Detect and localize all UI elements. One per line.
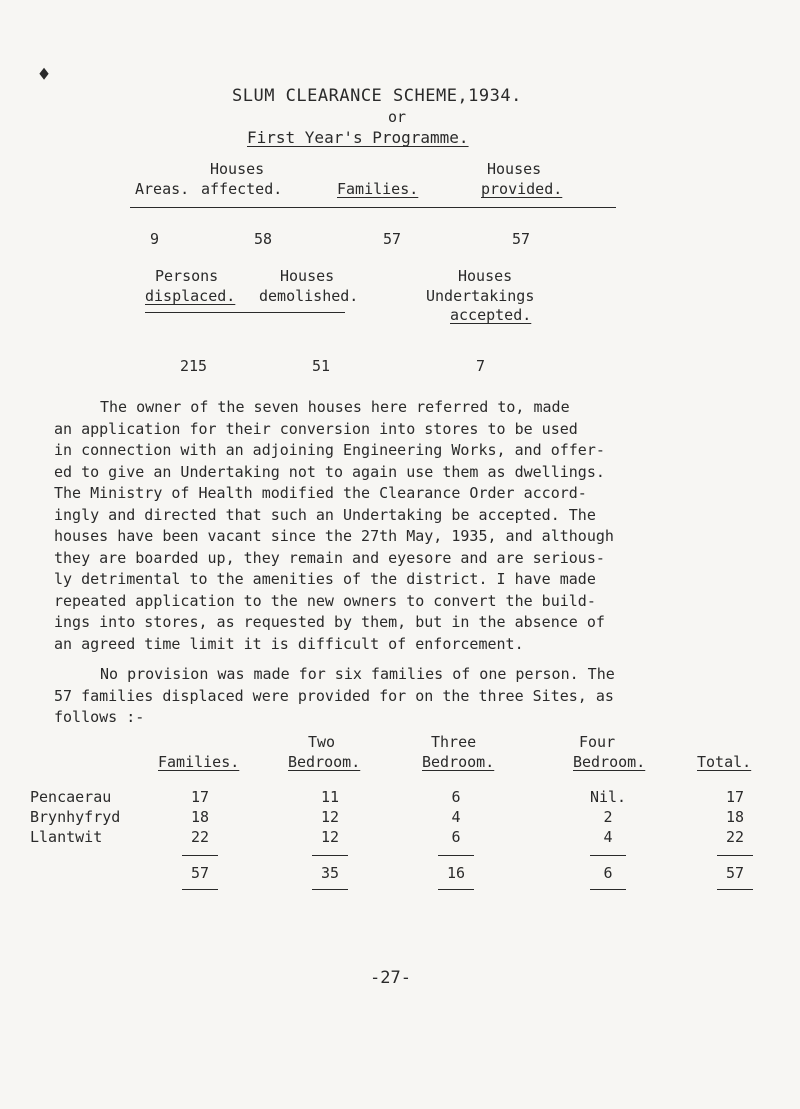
- header-persons-line1: Persons: [155, 267, 219, 285]
- sites-header-three-line2: Bedroom.: [422, 753, 495, 771]
- value-persons-displaced: 215: [180, 357, 208, 375]
- paragraph-line: they are boarded up, they remain and eyesore and are serious-: [54, 548, 605, 567]
- page-number: -27-: [370, 968, 411, 988]
- paragraph-line: The owner of the seven houses here referred to, made: [100, 398, 570, 416]
- paragraph-line: ed to give an Undertaking not to again use them as dwellings.: [54, 462, 605, 481]
- header-families: Families.: [337, 180, 419, 198]
- header-undertakings-line2: Undertakings: [426, 287, 535, 305]
- paragraph-line: repeated application to the new owners to convert the build-: [54, 591, 596, 610]
- bottom-rule-total: [717, 889, 753, 890]
- cell-families: 17: [190, 788, 210, 806]
- header-houses-provided-line1: Houses: [487, 160, 542, 178]
- total-three-bedroom: 16: [446, 864, 466, 882]
- cell-families: 22: [190, 828, 210, 846]
- total-rule-two: [312, 855, 348, 856]
- value-houses-demolished: 51: [312, 357, 331, 375]
- total-four-bedroom: 6: [603, 864, 613, 882]
- header-undertakings-line1: Houses: [458, 267, 513, 285]
- sites-header-total: Total.: [697, 753, 752, 771]
- cell-families: 18: [190, 808, 210, 826]
- document-subtitle: First Year's Programme.: [247, 128, 469, 147]
- cell-two-bedroom: 12: [320, 828, 340, 846]
- sites-header-families: Families.: [158, 753, 240, 771]
- value-undertakings: 7: [476, 357, 486, 375]
- paragraph-line: follows :-: [54, 708, 145, 726]
- total-rule-four: [590, 855, 626, 856]
- header-persons-line2: displaced.: [145, 287, 236, 305]
- sites-header-three-line1: Three: [431, 733, 477, 751]
- total-families: 57: [190, 864, 210, 882]
- cell-two-bedroom: 12: [320, 808, 340, 826]
- total-rule-total: [717, 855, 753, 856]
- value-families: 57: [383, 230, 402, 248]
- cell-three-bedroom: 6: [451, 828, 461, 846]
- summary2-rule: [145, 312, 345, 313]
- paragraph-owner-undertaking: [54, 397, 770, 655]
- bottom-rule-two: [312, 889, 348, 890]
- header-houses-provided-line2: provided.: [481, 180, 563, 198]
- paragraph-line: houses have been vacant since the 27th May, 1935, and although: [54, 527, 614, 545]
- paragraph-line: No provision was made for six families of one person. The: [100, 665, 615, 683]
- paragraph-line: ingly and directed that such an Undertaking be accepted. The: [54, 505, 596, 524]
- cell-two-bedroom: 11: [320, 788, 340, 806]
- value-areas: 9: [150, 230, 160, 248]
- sites-header-two-line2: Bedroom.: [288, 753, 361, 771]
- cell-four-bedroom: 2: [603, 808, 613, 826]
- site-name: Brynhyfryd: [30, 808, 121, 826]
- sites-header-four-line1: Four: [579, 733, 616, 751]
- header-areas: Areas.: [135, 180, 190, 198]
- paragraph-line: in connection with an adjoining Engineering Works, and offer-: [54, 441, 605, 459]
- sites-header-four-line2: Bedroom.: [573, 753, 646, 771]
- cell-four-bedroom: Nil.: [589, 788, 627, 806]
- paragraph-line: ly detrimental to the amenities of the district. I have made: [54, 570, 596, 588]
- site-name: Pencaerau: [30, 788, 112, 806]
- header-demolished-line2: demolished.: [259, 287, 359, 305]
- header-houses-affected-line2: affected.: [201, 180, 283, 198]
- cell-four-bedroom: 4: [603, 828, 613, 846]
- bottom-rule-four: [590, 889, 626, 890]
- value-houses-provided: 57: [512, 230, 531, 248]
- paragraph-line: an application for their conversion into stores to be used: [54, 419, 578, 438]
- sites-header-two-line1: Two: [308, 733, 336, 751]
- bottom-rule-three: [438, 889, 474, 890]
- paragraph-provision: [54, 664, 770, 729]
- value-houses-affected: 58: [254, 230, 273, 248]
- cell-three-bedroom: 6: [451, 788, 461, 806]
- header-undertakings-line3: accepted.: [450, 306, 532, 324]
- total-total: 57: [725, 864, 745, 882]
- paragraph-line: ings into stores, as requested by them, but in the absence of: [54, 613, 605, 631]
- total-rule-families: [182, 855, 218, 856]
- paragraph-line: 57 families displaced were provided for on the three Sites, as: [54, 686, 614, 705]
- total-rule-three: [438, 855, 474, 856]
- cell-total: 22: [725, 828, 745, 846]
- site-name: Llantwit: [30, 828, 103, 846]
- paragraph-line: an agreed time limit it is difficult of enforcement.: [54, 634, 524, 653]
- cell-three-bedroom: 4: [451, 808, 461, 826]
- title-or: or: [388, 108, 407, 126]
- header-houses-affected-line1: Houses: [210, 160, 265, 178]
- corner-mark: ♦: [38, 62, 51, 86]
- bottom-rule-families: [182, 889, 218, 890]
- summary1-rule: [130, 207, 616, 208]
- cell-total: 18: [725, 808, 745, 826]
- header-demolished-line1: Houses: [280, 267, 335, 285]
- document-title: SLUM CLEARANCE SCHEME,1934.: [232, 86, 522, 106]
- cell-total: 17: [725, 788, 745, 806]
- total-two-bedroom: 35: [320, 864, 340, 882]
- paragraph-line: The Ministry of Health modified the Clearance Order accord-: [54, 484, 587, 502]
